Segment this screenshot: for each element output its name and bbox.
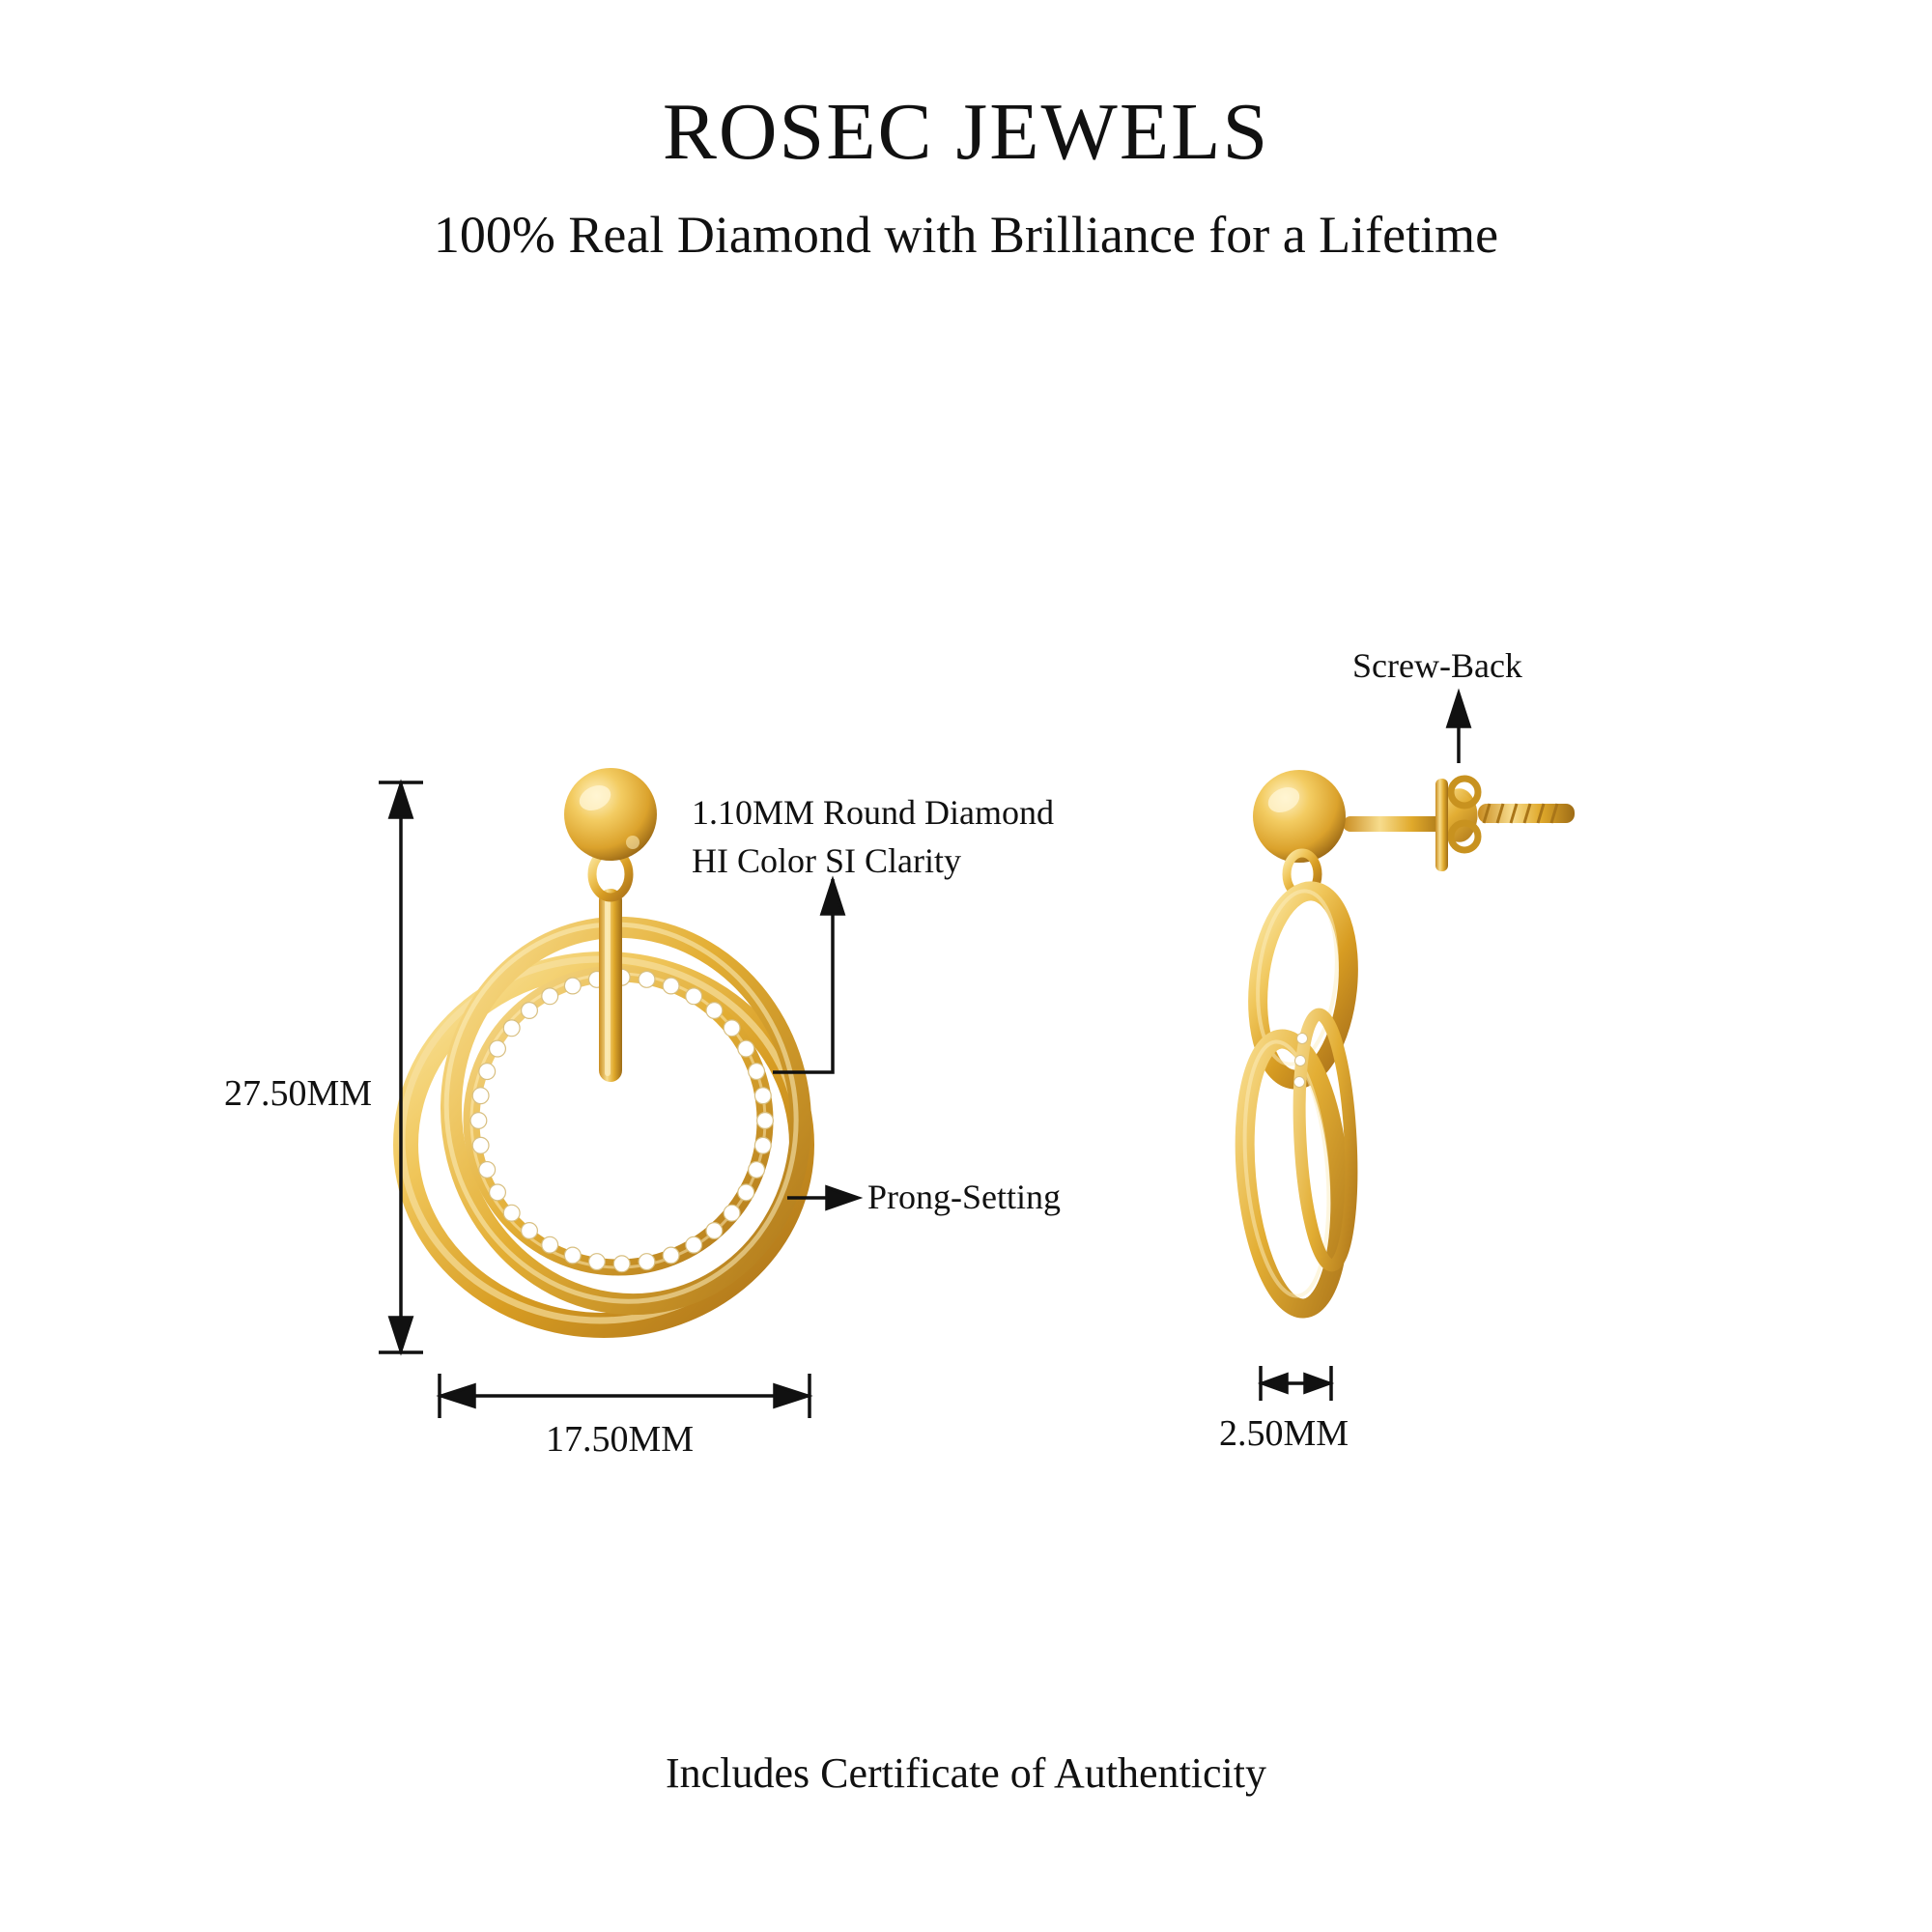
- page-subtitle: 100% Real Diamond with Brilliance for a Lifetime: [433, 206, 1499, 264]
- side-view-group: [1235, 770, 1575, 1313]
- prong-setting-label: Prong-Setting: [867, 1178, 1062, 1216]
- height-dimension: [379, 782, 423, 1352]
- screw-back: [1343, 779, 1575, 871]
- prong-leader: [787, 1187, 858, 1208]
- outer-gold-ring: [402, 959, 802, 1325]
- diamond-leader: [773, 879, 843, 1072]
- thickness-dimension-label: 2.50MM: [1219, 1413, 1350, 1454]
- certificate-note: Includes Certificate of Authenticity: [666, 1749, 1266, 1797]
- interlocking-gold-ring: [407, 887, 840, 1341]
- width-dimension: [440, 1374, 810, 1418]
- height-dimension-label: 27.50MM: [224, 1073, 373, 1114]
- side-pave-ring: [1293, 1013, 1357, 1266]
- screw-back-label: Screw-Back: [1352, 646, 1522, 685]
- side-jump-ring: [1287, 853, 1318, 895]
- thickness-dimension: [1261, 1366, 1331, 1401]
- pave-diamond-ring: [470, 969, 773, 1271]
- side-lower-ring: [1235, 1035, 1350, 1312]
- side-upper-ring: [1249, 887, 1357, 1085]
- ball-stud: [564, 768, 657, 861]
- jump-ring: [592, 851, 629, 897]
- screwback-leader: [1448, 694, 1469, 763]
- diamond-row: [470, 969, 773, 1271]
- side-ball-stud: [1253, 770, 1346, 863]
- drop-bar: [599, 889, 622, 1082]
- diamond-spec-line1: 1.10MM Round Diamond: [692, 793, 1055, 832]
- width-dimension-label: 17.50MM: [546, 1419, 695, 1460]
- diamond-spec-line2: HI Color SI Clarity: [692, 841, 961, 880]
- page-title: ROSEC JEWELS: [662, 87, 1270, 177]
